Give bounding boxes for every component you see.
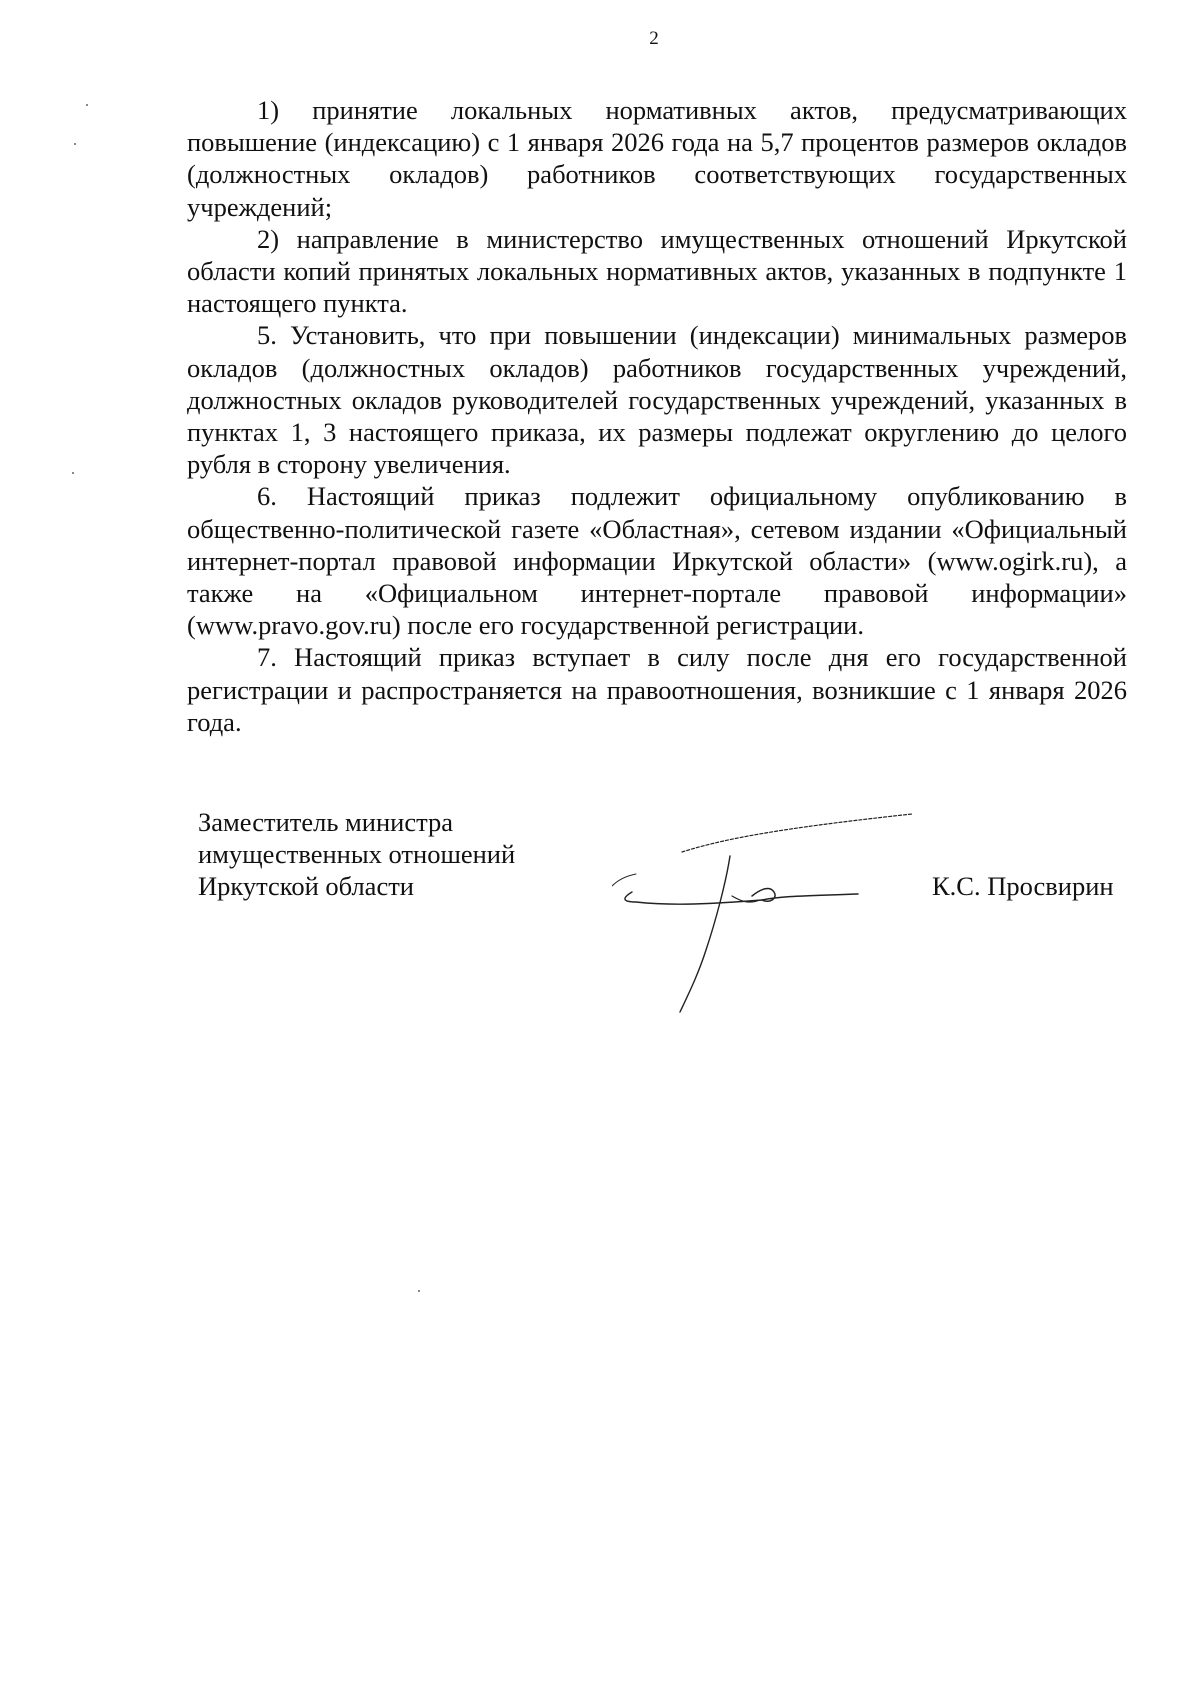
paragraph-subitem-1: 1) принятие локальных нормативных актов, предусматривающих повышение (индексацию) с 1 января 2026 года на 5,7 процентов размеров окладов (должностных окладов) работников соответствующих государственных учреждений;	[187, 95, 1127, 222]
paragraph-subitem-2: 2) направление в министерство имущественных отношений Иркутской области копий принятых локальных нормативных актов, указанных в подпункте 1 настоящего пункта.	[187, 223, 1127, 319]
scan-speck	[86, 104, 88, 106]
document-body	[187, 94, 1127, 738]
scan-speck	[72, 472, 74, 474]
signer-position-line-2: имущественных отношений	[198, 839, 516, 870]
scan-speck	[74, 143, 76, 145]
page-number: 2	[649, 28, 659, 49]
paragraph-item-5: 5. Установить, что при повышении (индексации) минимальных размеров окладов (должностных окладов) работников государственных учреждений, должностных окладов руководителей государственных учреждений, указанных в пунктах 1, 3 настоящего приказа, их размеры подлежат округлению до целого рубля в сторону увеличения.	[187, 320, 1127, 480]
paragraph-item-6: 6. Настоящий приказ подлежит официальному опубликованию в общественно-политической газете «Областная», сетевом издании «Официальный интернет-портал правовой информации Иркутской области» (www.ogirk.ru), а также на «Официальном интернет-портале правовой информации» (www.pravo.gov.ru) после его государственной регистрации.	[187, 481, 1127, 641]
paragraph-item-7: 7. Настоящий приказ вступает в силу после дня его государственной регистрации и распространяется на правоотношения, возникшие с 1 января 2026 года.	[187, 642, 1127, 737]
signer-name: К.С. Просвирин	[932, 871, 1114, 901]
signer-position	[198, 806, 515, 903]
signer-position-line-1: Заместитель министра	[198, 807, 454, 837]
scan-speck	[418, 1290, 420, 1292]
handwritten-signature	[612, 800, 912, 1020]
signer-position-line-3: Иркутской области	[198, 871, 414, 902]
